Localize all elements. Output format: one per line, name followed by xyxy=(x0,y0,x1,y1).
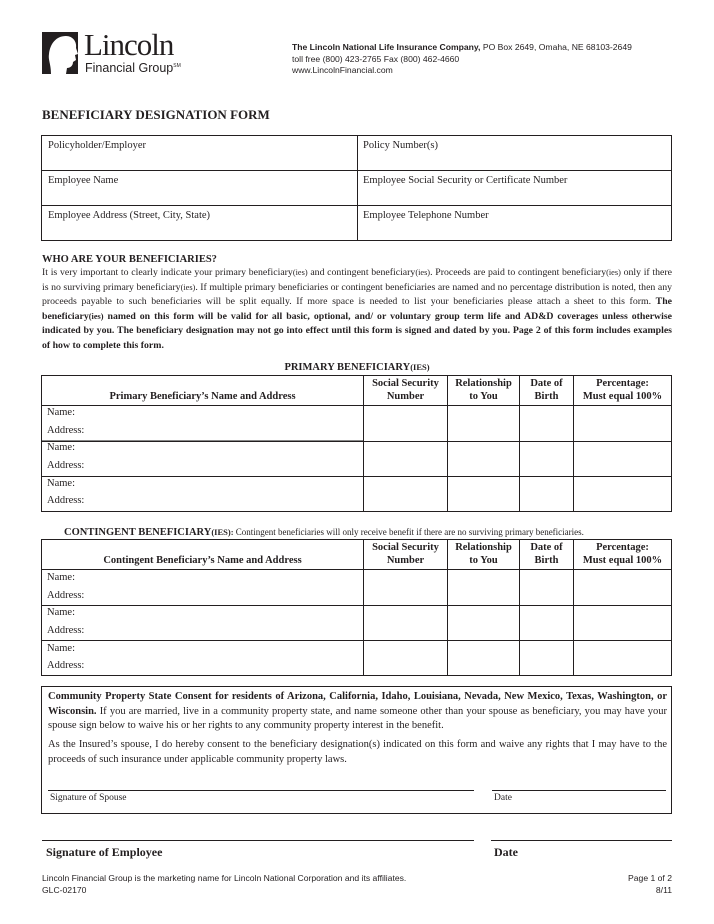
footer-marketing: Lincoln Financial Group is the marketing name for Lincoln National Corporation and its affiliates. xyxy=(42,873,407,883)
primary-3-address-label: Address: xyxy=(47,495,85,506)
contingent-1-address-label: Address: xyxy=(47,590,85,601)
primary-1-name-label: Name: xyxy=(47,407,75,418)
contingent-beneficiary-table xyxy=(41,539,672,676)
col-contingent-dob: Date of Birth xyxy=(530,542,563,566)
who-heading: WHO ARE YOUR BENEFICIARIES? xyxy=(42,254,217,265)
primary-beneficiary-table xyxy=(41,375,672,512)
col-contingent-name: Contingent Beneficiary’s Name and Address xyxy=(103,555,302,566)
employee-date-label: Date xyxy=(494,845,518,859)
company-info xyxy=(292,42,632,77)
footer-right xyxy=(560,873,672,896)
primary-beneficiary-heading: PRIMARY BENEFICIARY(IES) xyxy=(284,362,430,373)
lincoln-profile-icon xyxy=(40,30,80,76)
lincoln-logo xyxy=(40,27,190,76)
policy-info-box xyxy=(41,135,672,241)
service-mark: SM xyxy=(173,62,181,69)
primary-3-name-label: Name: xyxy=(47,478,75,489)
col-primary-name: Primary Beneficiary’s Name and Address xyxy=(109,391,296,402)
spouse-signature-label: Signature of Spouse xyxy=(50,793,127,803)
spouse-date-line[interactable] xyxy=(492,790,666,791)
contingent-1-name-label: Name: xyxy=(47,572,75,583)
spouse-signature-line[interactable] xyxy=(48,790,474,791)
primary-2-address-label: Address: xyxy=(47,460,85,471)
spouse-consent-text: As the Insured’s spouse, I do hereby consent to the beneficiary designation(s) indicated on this form and waive any rights that I may have to the proceeds of such insurance under applicable community property laws. xyxy=(48,739,667,765)
col-primary-dob: Date of Birth xyxy=(530,378,563,402)
logo-subtitle: Financial Group℠ xyxy=(85,61,181,75)
form-title: BENEFICIARY DESIGNATION FORM xyxy=(42,107,270,122)
employee-ssn-field[interactable]: Employee Social Security or Certificate Number xyxy=(363,175,568,186)
employee-date-line[interactable] xyxy=(491,840,672,841)
policyholder-field[interactable]: Policyholder/Employer xyxy=(48,140,146,151)
employee-phone-field[interactable]: Employee Telephone Number xyxy=(363,210,489,221)
footer-page-number: Page 1 of 2 xyxy=(628,873,672,883)
spouse-date-label: Date xyxy=(494,793,512,803)
who-instructions: It is very important to clearly indicate your primary beneficiary(ies) and contingent beneficiary(ies). Proceeds are paid to contingent beneficiary(ies) only if there is no surviving primary beneficiary(ies). If multiple primary beneficiaries or contingent beneficiaries are named and no percentage distribution is noted, then any proceeds payable to such beneficiaries will be split equally. If more space is needed to list your beneficiaries please attach a sheet to this form. The beneficiary(ies) named on this form will be valid for all basic, optional, and/ or voluntary group term life and AD&D coverages unless otherwise indicated by you. The beneficiary designation may not go into effect until this form is signed and dated by you. Page 2 of this form includes examples of how to complete this form. xyxy=(42,267,673,351)
footer-form-code: GLC-02170 xyxy=(42,884,87,895)
col-primary-ssn: Social Security Number xyxy=(372,378,439,402)
community-property-consent-box xyxy=(41,686,672,814)
col-contingent-relationship: Relationship to You xyxy=(455,542,512,566)
employee-address-field[interactable]: Employee Address (Street, City, State) xyxy=(48,210,211,221)
primary-2-name-label: Name: xyxy=(47,442,75,453)
col-primary-relationship: Relationship to You xyxy=(455,378,512,402)
company-phone: toll free (800) 423-2765 Fax (800) 462-4660 xyxy=(292,53,460,64)
footer-version: 8/11 xyxy=(655,884,672,895)
col-contingent-percentage: Percentage: Must equal 100% xyxy=(582,542,663,566)
employee-name-field[interactable]: Employee Name xyxy=(48,175,119,186)
footer-left xyxy=(42,873,406,896)
col-contingent-ssn: Social Security Number xyxy=(372,542,439,566)
col-primary-percentage: Percentage: Must equal 100% xyxy=(582,378,663,402)
community-property-text: Community Property State Consent for residents of Arizona, California, Idaho, Louisiana, Nevada, New Mexico, Texas, Washington, or Wisconsin. If you are married, live in a community property state, and name someone other than your spouse as beneficiary, you may have your spouse sign below to waive his or her rights to any community property interest in the benefit. xyxy=(48,691,667,731)
company-address: PO Box 2649, Omaha, NE 68103-2649 xyxy=(480,42,632,52)
contingent-2-name-label: Name: xyxy=(47,607,75,618)
contingent-3-address-label: Address: xyxy=(47,660,85,671)
primary-1-address-label: Address: xyxy=(47,425,85,436)
logo-wordmark: Lincoln xyxy=(84,27,174,62)
company-name: The Lincoln National Life Insurance Company, xyxy=(292,42,481,52)
contingent-3-name-label: Name: xyxy=(47,643,75,654)
contingent-2-address-label: Address: xyxy=(47,625,85,636)
employee-signature-line[interactable] xyxy=(42,840,474,841)
contingent-beneficiary-heading: CONTINGENT BENEFICIARY(IES): Contingent beneficiaries will only receive benefit if there are no surviving primary beneficiaries. xyxy=(64,527,584,538)
policy-number-field[interactable]: Policy Number(s) xyxy=(363,140,438,151)
company-website[interactable]: www.LincolnFinancial.com xyxy=(292,65,393,75)
employee-signature-label: Signature of Employee xyxy=(46,845,163,859)
